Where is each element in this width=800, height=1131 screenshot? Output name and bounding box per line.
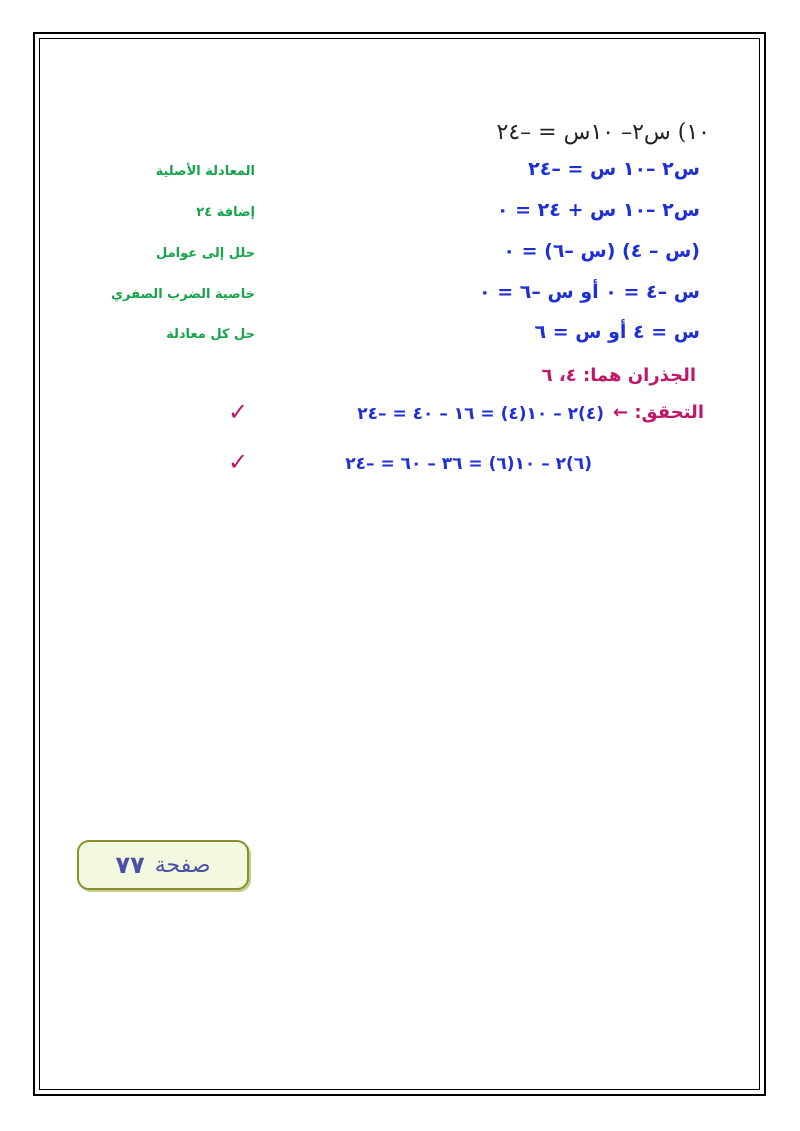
step-3-equation: (س – ٤) (س –٦) = ٠ [503,240,700,262]
roots-label: الجذران هما: [583,365,696,386]
step-5-note: حل كل معادلة [166,327,255,342]
step-3-note: حلل إلى عوامل [156,246,255,261]
page-word: صفحة [154,852,211,878]
step-5-equation: س = ٤ أو س = ٦ [534,321,700,343]
roots-line [542,365,696,386]
check-line-1: (٤)٢ – ١٠(٤) = ١٦ – ٤٠ = –٢٤ [357,404,604,424]
step-4-note: خاصية الضرب الصفري [111,287,255,302]
problem-expression: س٢– ١٠س = –٢٤ [496,120,671,145]
check-arrow: ← [612,402,629,423]
step-2-note: إضافة ٢٤ [196,205,255,220]
page-border-inner [39,38,760,1090]
check-line-2: (٦)٢ – ١٠(٦) = ٣٦ – ٦٠ = –٢٤ [345,454,592,474]
step-1-equation: س٢ –١٠ س = –٢٤ [528,158,700,180]
check-label: التحقق: [634,402,704,423]
page-number-badge [77,840,249,890]
roots-values: ٤، ٦ [541,365,577,386]
check-tick-1-icon: ✓ [228,398,249,426]
check-label-line [613,402,704,423]
step-4-equation: س –٤ = ٠ أو س –٦ = ٠ [479,281,700,303]
problem-statement: ١٠) س٢– ١٠س = –٢٤ [496,120,710,145]
problem-number: ١٠ [686,120,710,145]
step-2-equation: س٢ –١٠ س + ٢٤ = ٠ [496,199,700,221]
page-number: ٧٧ [115,851,145,879]
check-tick-2-icon: ✓ [228,448,249,476]
step-1-note: المعادلة الأصلية [155,164,255,179]
